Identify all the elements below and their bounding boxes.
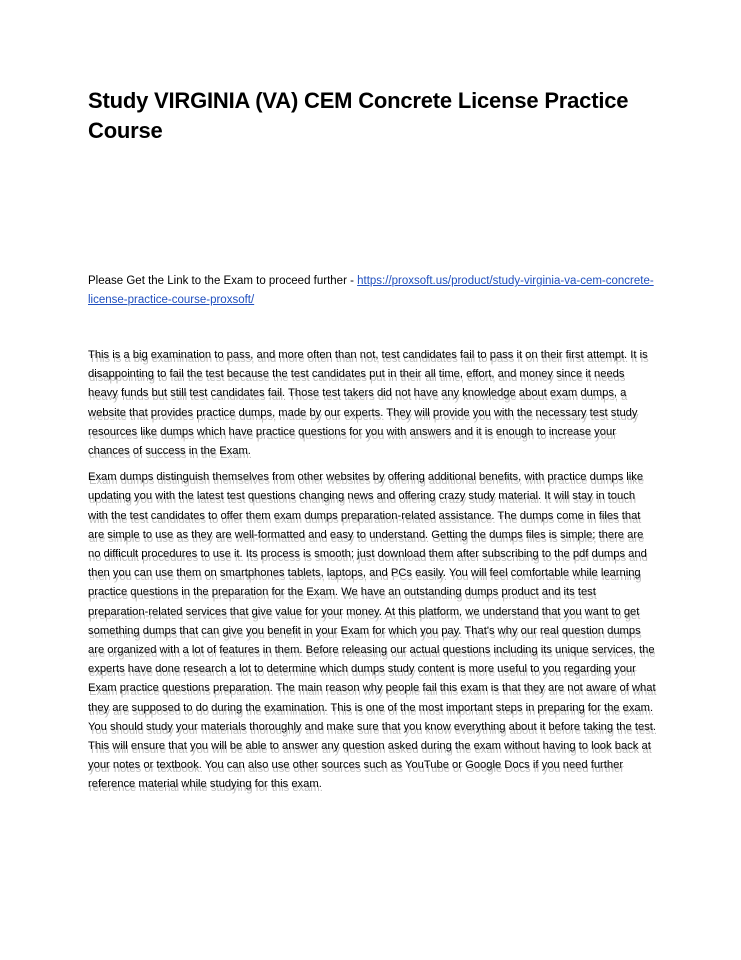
intro-text: Please Get the Link to the Exam to proceed further - — [88, 275, 358, 287]
body-text — [88, 346, 656, 802]
exam-link[interactable]: https://proxsoft.us/product/study-virginia-va-cem-concrete-license-practice-course-proxsoft/ — [88, 275, 654, 306]
body-paragraph: This is a big examination to pass, and more often than not, test candidates fail to pass it on their first attempt. It is disappointing to fail the test because the test candidates put in their all time, effort, and money since it needs heavy funds but still test candidates fail. Those test takers did not have any knowledge about exam dumps, a website that provides practice dumps, made by our experts. They will provide you with the necessary test study resources like dumps which have practice questions for you with answers and it is enough to increase your chances of success in the Exam. — [88, 349, 648, 458]
page-title: Study VIRGINIA (VA) CEM Concrete License Practice Course — [88, 88, 629, 143]
body-paragraph: Exam dumps distinguish themselves from other websites by offering additional benefits, with practice dumps like updating you with the latest test questions changing news and offering crazy study material. It will stay in touch with the test candidates to offer them exam dumps preparation-related assistance. The dumps come in files that are simple to use as they are well-formatted and easy to understand. Getting the dumps files is simple; there are no difficult procedures to use it. Its process is smooth; just download them after subscribing to the pdf dumps and then you can use them on smartphones tablets, laptops, and PCs easily. You will feel comfortable while learning practice questions in the preparation for the Exam. We have an outstanding dumps product and its test preparation-related services that give value for your money. At this platform, we understand that you want to get something dumps that can give you benefit in your Exam for which you pay. That's why our real question dumps are organized with a lot of features in them. Before releasing our actual questions including its unique services, the experts have done research a lot to determine which dumps study content is more useful to you regarding your Exam practice questions preparation. The main reason why people fail this exam is that they are not aware of what they are supposed to do during the examination. This is one of the most important steps in preparing for the exam. You should study your materials thoroughly and make sure that you know everything about it before taking the test. This will ensure that you will be able to answer any question asked during the exam without having to look back at your notes or textbook. You can also use other sources such as YouTube or Google Docs if you need further reference material while studying for this exam. — [88, 471, 656, 791]
intro-paragraph — [88, 272, 658, 310]
